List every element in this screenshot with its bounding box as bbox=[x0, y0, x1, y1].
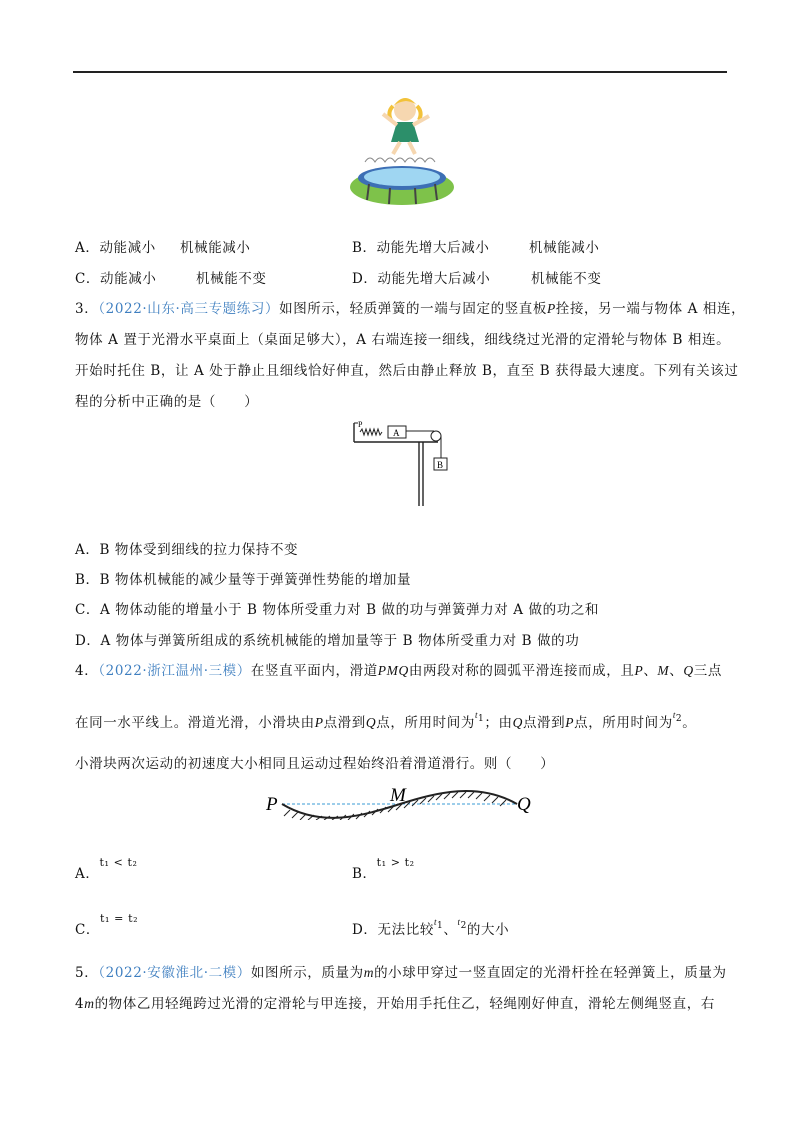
q4-text-1a: 在竖直平面内，滑道 bbox=[250, 663, 378, 679]
q3-stem-line3: 开始时托住 B，让 A 处于静止且细线恰好伸直，然后由静止释放 B，直至 B 获得最大速度。下列有关该过 bbox=[75, 363, 739, 379]
q4-option-d-t1 bbox=[433, 917, 444, 931]
fig-label-a: A bbox=[393, 428, 400, 438]
q4-option-c-label: C． bbox=[75, 922, 101, 938]
q2-option-c-text: C．动能减小 bbox=[75, 271, 157, 287]
q4-t1-letter: t bbox=[474, 710, 479, 720]
q3-option-b[interactable]: B．B 物体机械能的减少量等于弹簧弹性势能的增加量 bbox=[75, 572, 412, 588]
q5-text-2a: 4 bbox=[75, 996, 85, 1012]
q2-option-b-text: B．动能先增大后减小 bbox=[352, 240, 490, 256]
header-rule bbox=[73, 71, 727, 73]
q4-option-d-t2-sub: 2 bbox=[460, 921, 467, 931]
q2-option-b-part2: 机械能减小 bbox=[529, 240, 600, 256]
q5-stem-line2 bbox=[75, 992, 715, 1012]
q4-text-end: 。 bbox=[682, 715, 697, 731]
q4-option-d-sep: 、 bbox=[443, 922, 458, 938]
q2-option-b[interactable] bbox=[352, 236, 489, 256]
q3-source: （2022·山东·高三专题练习） bbox=[98, 301, 280, 317]
q5-source: （2022·安徽淮北·二模） bbox=[98, 965, 251, 981]
q2-option-a-text: A．动能减小 bbox=[75, 240, 156, 256]
q4-stem-line2 bbox=[75, 711, 696, 733]
q4-source: （2022·浙江温州·三模） bbox=[98, 663, 251, 679]
q3-stem-line2: 物体 A 置于光滑水平桌面上（桌面足够大），A 右端连接一细线，细线绕过光滑的定滑轮与物体 B 相连。 bbox=[75, 332, 731, 348]
q4-var-p-2: P bbox=[314, 715, 324, 730]
q3-option-d[interactable]: D．A 物体与弹簧所组成的系统机械能的增加量等于 B 物体所受重力对 B 做的功 bbox=[75, 633, 580, 649]
q4-text-2f: 点，所用时间为 bbox=[574, 715, 673, 731]
q4-text-1b: 由两段对称的圆弧平滑连接而成，且 bbox=[408, 663, 635, 679]
q4-option-b[interactable] bbox=[352, 856, 415, 882]
q3-option-c[interactable]: C．A 物体动能的增量小于 B 物体所受重力对 B 做的功与弹簧弹力对 A 做的功之和 bbox=[75, 602, 600, 618]
q4-option-a-label: A． bbox=[75, 866, 100, 882]
fig-label-m: M bbox=[390, 785, 406, 806]
fig-label-p: P bbox=[266, 794, 278, 815]
q4-option-c[interactable] bbox=[75, 912, 139, 938]
q2-option-a[interactable] bbox=[75, 236, 156, 256]
q4-t2-letter: t bbox=[672, 710, 676, 720]
q3-option-a[interactable]: A．B 物体受到细线的拉力保持不变 bbox=[75, 542, 299, 558]
q4-var-p: P bbox=[634, 663, 644, 678]
q4-text-1c: 三点 bbox=[693, 663, 722, 679]
q4-sep-2: 、 bbox=[669, 663, 684, 679]
q5-text-1b: 的小球甲穿过一竖直固定的光滑杆拴在轻弹簧上，质量为 bbox=[374, 965, 727, 981]
q4-var-pmq: PMQ bbox=[377, 663, 409, 678]
q4-text-2c: 点，所用时间为 bbox=[376, 715, 475, 731]
q4-var-m: M bbox=[657, 663, 670, 678]
q4-var-q-2: Q bbox=[365, 715, 377, 730]
q2-option-c[interactable] bbox=[75, 267, 156, 287]
fig-label-p: P bbox=[358, 420, 363, 429]
q5-var-m: m bbox=[363, 965, 375, 980]
q5-text-1a: 如图所示，质量为 bbox=[250, 965, 364, 981]
q4-text-2d: ；由 bbox=[484, 715, 513, 731]
q4-option-b-label: B． bbox=[352, 866, 377, 882]
q4-option-c-expr: t₁ = t₂ bbox=[100, 912, 139, 925]
slide-track-diagram bbox=[262, 780, 547, 820]
q5-var-m-2: m bbox=[84, 996, 95, 1011]
q4-option-d-t1-letter: t bbox=[433, 917, 438, 927]
q4-sep-1: 、 bbox=[643, 663, 658, 679]
q4-option-d-t2 bbox=[457, 917, 467, 931]
q4-var-p-3: P bbox=[565, 715, 575, 730]
trampoline-girl-illustration bbox=[345, 92, 460, 212]
q4-option-d-end: 的大小 bbox=[466, 922, 510, 938]
q2-option-c-part2: 机械能不变 bbox=[196, 271, 267, 287]
q4-text-2a: 在同一水平线上。滑道光滑，小滑块由 bbox=[75, 715, 315, 731]
q5-stem-line1 bbox=[75, 961, 727, 981]
spring-block-pulley-diagram bbox=[350, 418, 460, 510]
q4-text-2b: 点滑到 bbox=[323, 715, 366, 731]
q4-option-d-t2-letter: t bbox=[457, 917, 461, 927]
q4-option-d-label: D．无法比较 bbox=[352, 922, 434, 938]
q3-var-p: P bbox=[547, 301, 556, 316]
q4-stem-line1 bbox=[75, 659, 722, 679]
q3-text-1b: 拴接，另一端与物体 A 相连， bbox=[555, 301, 746, 317]
q4-option-a[interactable] bbox=[75, 856, 138, 882]
q4-t2 bbox=[672, 710, 683, 724]
q4-text-2e: 点滑到 bbox=[522, 715, 566, 731]
q2-option-d-text: D．动能先增大后减小 bbox=[352, 271, 491, 287]
q4-option-d-t1-sub: 1 bbox=[437, 921, 444, 931]
q5-text-2b: 的物体乙用轻绳跨过光滑的定滑轮与甲连接，开始用手托住乙，轻绳刚好伸直，滑轮左侧绳竖直，右 bbox=[94, 996, 715, 1012]
q3-stem-line1 bbox=[75, 297, 745, 317]
q4-number: 4． bbox=[75, 663, 99, 679]
fig-label-q: Q bbox=[517, 794, 531, 815]
q2-option-a-part2: 机械能减小 bbox=[180, 240, 251, 256]
q2-option-d-part2: 机械能不变 bbox=[531, 271, 602, 287]
q4-option-b-expr: t₁ > t₂ bbox=[376, 856, 415, 869]
q4-t2-sub: 2 bbox=[675, 714, 683, 724]
q4-stem-line3: 小滑块两次运动的初速度大小相同且运动过程始终沿着滑道滑行。则（ ） bbox=[75, 756, 555, 772]
q2-option-d[interactable] bbox=[352, 267, 490, 287]
q4-var-q: Q bbox=[683, 663, 694, 678]
q4-option-a-expr: t₁ < t₂ bbox=[99, 856, 138, 869]
q4-var-q-3: Q bbox=[512, 715, 523, 730]
q3-number: 3． bbox=[75, 301, 99, 317]
q3-stem-line4: 程的分析中正确的是（ ） bbox=[75, 394, 259, 410]
q4-t1 bbox=[474, 710, 485, 724]
q4-t1-sub: 1 bbox=[478, 714, 485, 724]
q4-option-d[interactable] bbox=[352, 918, 509, 940]
q3-text-1a: 如图所示，轻质弹簧的一端与固定的竖直板 bbox=[279, 301, 547, 317]
fig-label-b: B bbox=[437, 460, 444, 470]
q5-number: 5． bbox=[75, 965, 99, 981]
